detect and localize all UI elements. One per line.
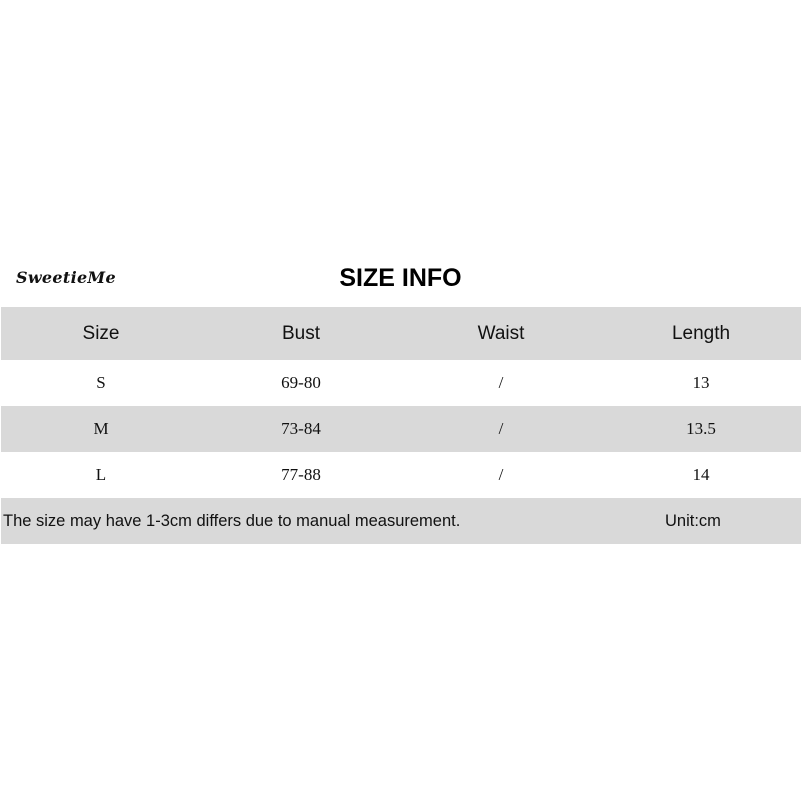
column-header-size: Size	[82, 322, 120, 344]
table-row	[1, 360, 801, 406]
cell-length: 13.5	[686, 419, 716, 438]
table-row	[1, 452, 801, 498]
table-row	[1, 406, 801, 452]
cell-waist: /	[498, 373, 504, 392]
column-header-bust: Bust	[281, 322, 321, 344]
table-header-row	[1, 307, 801, 360]
cell-bust: 69-80	[281, 373, 321, 392]
measurement-note: The size may have 1-3cm differs due to manual measurement.	[3, 511, 461, 530]
column-header-length: Length	[671, 322, 731, 344]
size-table	[1, 307, 801, 544]
cell-length: 13	[692, 373, 710, 392]
page-title: SIZE INFO	[339, 264, 462, 292]
cell-size: S	[96, 373, 106, 392]
cell-waist: /	[498, 465, 504, 484]
table-footer-row	[1, 498, 801, 544]
brand-logo: SweetieMe	[16, 268, 116, 287]
cell-bust: 77-88	[281, 465, 321, 484]
cell-length: 14	[692, 465, 710, 484]
unit-label: Unit:cm	[665, 511, 721, 530]
cell-size: L	[95, 465, 107, 484]
cell-size: M	[93, 419, 109, 438]
cell-bust: 73-84	[281, 419, 321, 438]
column-header-waist: Waist	[477, 322, 525, 344]
cell-waist: /	[498, 419, 504, 438]
